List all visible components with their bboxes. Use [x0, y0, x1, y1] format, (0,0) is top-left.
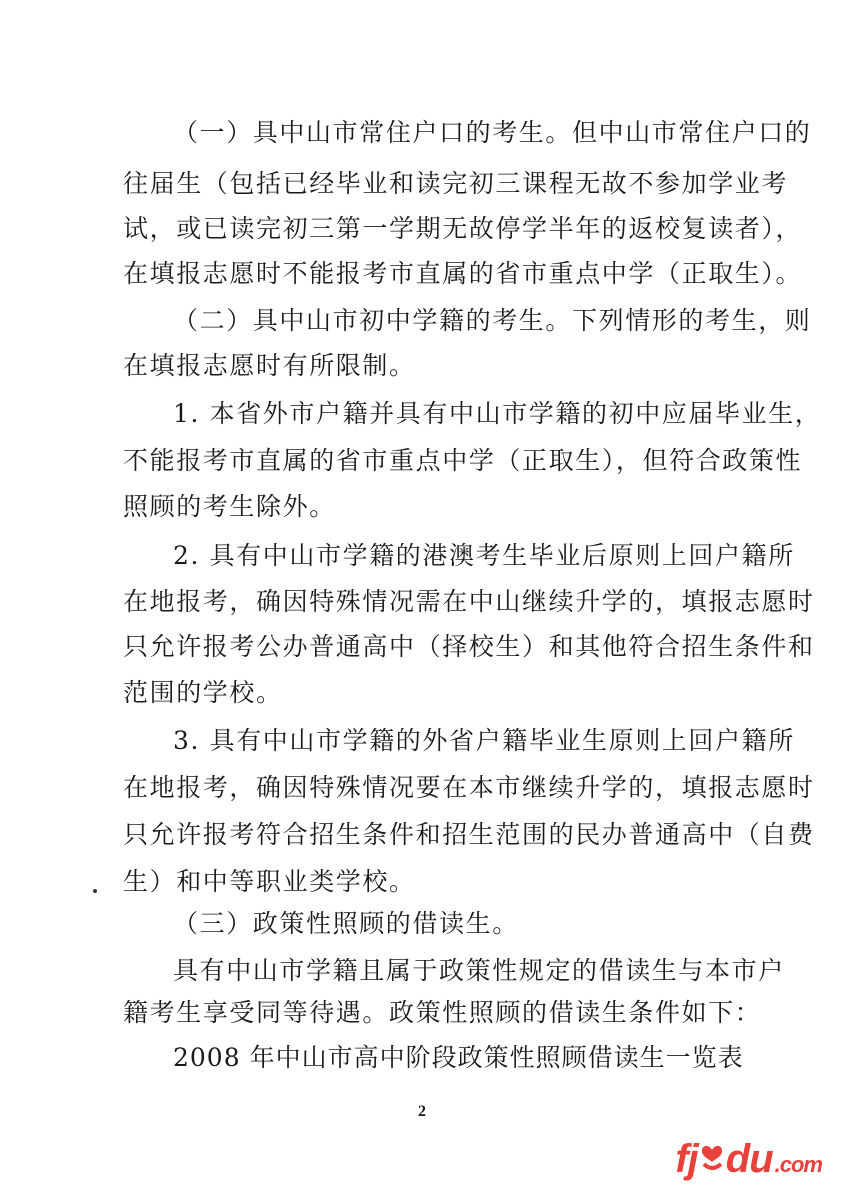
- text-line: 2008 年中山市高中阶段政策性照顾借读生一览表: [173, 1043, 744, 1072]
- text-line: 只允许报考公办普通高中（择校生）和其他符合招生条件和: [123, 632, 815, 661]
- text-line: 在填报志愿时有所限制。: [123, 351, 416, 380]
- text-line: 具有中山市学籍且属于政策性规定的借读生与本市户: [173, 956, 785, 985]
- watermark-text-suffix: .com: [774, 1152, 822, 1177]
- text-line: 2. 具有中山市学籍的港澳考生毕业后原则上回户籍所: [173, 541, 795, 570]
- text-line: （三）政策性照顾的借读生。: [173, 909, 519, 938]
- text-line: 照顾的考生除外。: [123, 492, 336, 521]
- text-line: 3. 具有中山市学籍的外省户籍毕业生原则上回户籍所: [173, 726, 795, 755]
- text-line: 在地报考，确因特殊情况要在本市继续升学的，填报志愿时: [123, 773, 815, 802]
- text-line: 不能报考市直属的省市重点中学（正取生），但符合政策性: [123, 446, 803, 475]
- watermark-text-middle: du: [725, 1137, 773, 1181]
- scan-dot: [93, 889, 97, 893]
- text-line: 籍考生享受同等待遇。政策性照顾的借读生条件如下：: [123, 998, 762, 1027]
- text-line: 生）和中等职业类学校。: [123, 867, 416, 896]
- text-line: （一）具中山市常住户口的考生。但中山市常住户口的: [173, 118, 812, 147]
- text-line: 只允许报考符合招生条件和招生范围的民办普通高中（自费: [123, 820, 815, 849]
- text-line: 往届生（包括已经毕业和读完初三课程无故不参加学业考: [123, 169, 789, 198]
- text-line: 在地报考，确因特殊情况需在中山继续升学的，填报志愿时: [123, 587, 815, 616]
- text-line: （二）具中山市初中学籍的考生。下列情形的考生，则: [173, 306, 812, 335]
- text-line: 在填报志愿时不能报考市直属的省市重点中学（正取生）。: [123, 259, 803, 288]
- text-line: 1. 本省外市户籍并具有中山市学籍的初中应届毕业生，: [173, 399, 822, 428]
- watermark-text-prefix: fj: [675, 1137, 698, 1181]
- text-line: 范围的学校。: [123, 678, 283, 707]
- heart-e-icon: [699, 1137, 725, 1167]
- site-watermark-logo: [675, 1137, 822, 1182]
- text-line: 试，或已读完初三第一学期无故停学半年的返校复读者），: [123, 214, 803, 243]
- page-number: 2: [418, 1103, 426, 1120]
